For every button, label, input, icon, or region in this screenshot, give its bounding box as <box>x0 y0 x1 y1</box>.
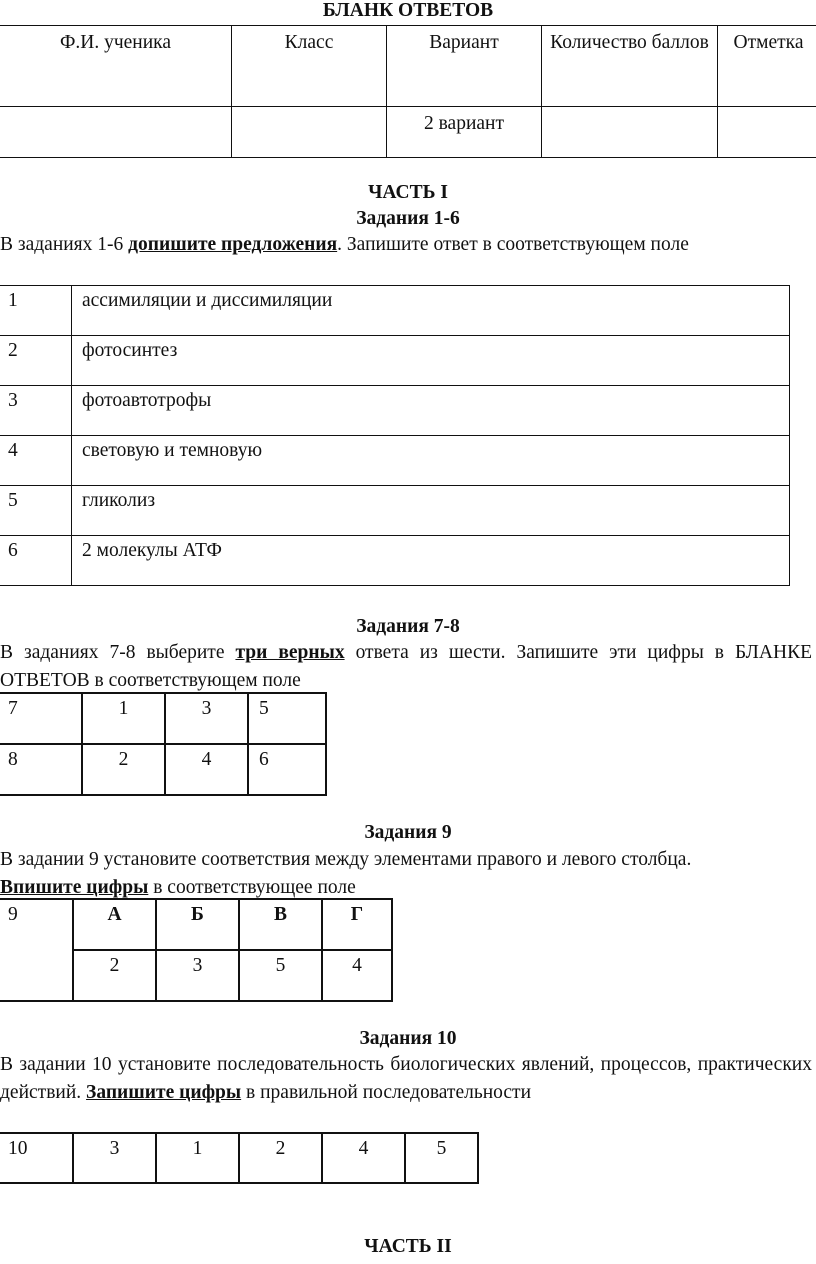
header-grade: Отметка <box>718 26 816 107</box>
answer-cell[interactable]: 5 <box>239 950 322 1001</box>
answer-cell[interactable]: гликолиз <box>72 486 790 536</box>
task-9-instruction <box>0 846 816 902</box>
header-variant: Вариант <box>387 26 542 107</box>
table-row <box>0 436 790 486</box>
answer-cell[interactable]: 3 <box>73 1133 156 1183</box>
row-number: 5 <box>0 486 72 536</box>
part2-heading: ЧАСТЬ II <box>364 1236 452 1257</box>
student-name-field[interactable] <box>0 107 232 158</box>
instruction-emphasis: Запишите цифры <box>86 1082 242 1103</box>
row-number: 1 <box>0 286 72 336</box>
score-field[interactable] <box>542 107 718 158</box>
answer-cell[interactable]: фотосинтез <box>72 336 790 386</box>
answer-cell[interactable]: 2 <box>82 744 165 795</box>
table-row <box>0 386 790 436</box>
row-number: 6 <box>0 536 72 586</box>
tasks-7-8-heading: Задания 7-8 <box>356 616 460 637</box>
table-row <box>0 336 790 386</box>
table-row <box>0 899 392 950</box>
instruction-text: в соответствующее поле <box>148 877 356 898</box>
tasks-7-8-instruction <box>0 639 812 695</box>
answer-cell[interactable]: 6 <box>248 744 326 795</box>
instruction-text: в правильной последовательности <box>241 1082 532 1103</box>
letter-header: А <box>73 899 156 950</box>
letter-header: В <box>239 899 322 950</box>
row-number: 9 <box>0 899 73 1001</box>
row-number: 7 <box>0 693 82 744</box>
answer-cell[interactable]: фотоавтотрофы <box>72 386 790 436</box>
instruction-text: В задании 9 установите соответствия между элементами правого и левого столбца. <box>0 849 692 870</box>
tasks-1-6-instruction <box>0 231 812 259</box>
answer-cell[interactable]: 4 <box>165 744 248 795</box>
answer-cell[interactable]: 1 <box>156 1133 239 1183</box>
table-row <box>0 486 790 536</box>
instruction-emphasis: Впишите цифры <box>0 877 149 898</box>
answer-cell[interactable]: ассимиляции и диссимиляции <box>72 286 790 336</box>
answer-cell[interactable]: 2 <box>239 1133 322 1183</box>
answer-cell[interactable]: 2 молекулы АТФ <box>72 536 790 586</box>
table-row <box>0 693 326 744</box>
tasks-1-6-heading: Задания 1-6 <box>356 208 460 229</box>
answer-cell[interactable]: 5 <box>248 693 326 744</box>
table-row <box>0 286 790 336</box>
answer-cell[interactable]: световую и темновую <box>72 436 790 486</box>
header-student-name: Ф.И. ученика <box>0 26 232 107</box>
instruction-text: ответа из шести. Запишите эти цифры в БЛАНКЕ ОТВЕТОВ в соответствующем поле <box>0 642 812 691</box>
table-row <box>0 1133 478 1183</box>
answer-cell[interactable]: 4 <box>322 1133 405 1183</box>
task-10-heading: Задания 10 <box>359 1028 457 1049</box>
table-row <box>0 536 790 586</box>
part1-heading: ЧАСТЬ I <box>368 182 448 203</box>
answer-cell[interactable]: 2 <box>73 950 156 1001</box>
letter-header: Б <box>156 899 239 950</box>
task-10-instruction <box>0 1051 812 1107</box>
answers-table-10 <box>0 1132 479 1184</box>
page-title: БЛАНК ОТВЕТОВ <box>322 0 494 21</box>
instruction-emphasis: три верных <box>235 642 345 663</box>
answer-cell[interactable]: 4 <box>322 950 392 1001</box>
grade-field[interactable] <box>718 107 816 158</box>
row-number: 3 <box>0 386 72 436</box>
class-field[interactable] <box>232 107 387 158</box>
answer-cell[interactable]: 3 <box>165 693 248 744</box>
answers-table-7-8 <box>0 692 327 796</box>
instruction-emphasis: допишите предложения <box>128 234 338 255</box>
table-row <box>0 744 326 795</box>
answer-cell[interactable]: 5 <box>405 1133 478 1183</box>
instruction-text: . Запишите ответ в соответствующем поле <box>337 234 689 255</box>
row-number: 8 <box>0 744 82 795</box>
instruction-text: В заданиях 7-8 выберите <box>0 642 236 663</box>
row-number: 4 <box>0 436 72 486</box>
header-class: Класс <box>232 26 387 107</box>
letter-header: Г <box>322 899 392 950</box>
variant-value: 2 вариант <box>387 107 542 158</box>
row-number: 10 <box>0 1133 73 1183</box>
row-number: 2 <box>0 336 72 386</box>
header-score: Количество баллов <box>542 26 718 107</box>
instruction-text: В задании 10 установите последовательность биологических явлений, процессов, практических действий. <box>0 1054 812 1103</box>
answer-cell[interactable]: 1 <box>82 693 165 744</box>
answer-cell[interactable]: 3 <box>156 950 239 1001</box>
task-9-heading: Задания 9 <box>364 822 452 843</box>
answers-table-1-6 <box>0 285 790 586</box>
header-table <box>0 25 816 158</box>
instruction-text: В заданиях 1-6 <box>0 234 129 255</box>
answers-table-9 <box>0 898 393 1002</box>
